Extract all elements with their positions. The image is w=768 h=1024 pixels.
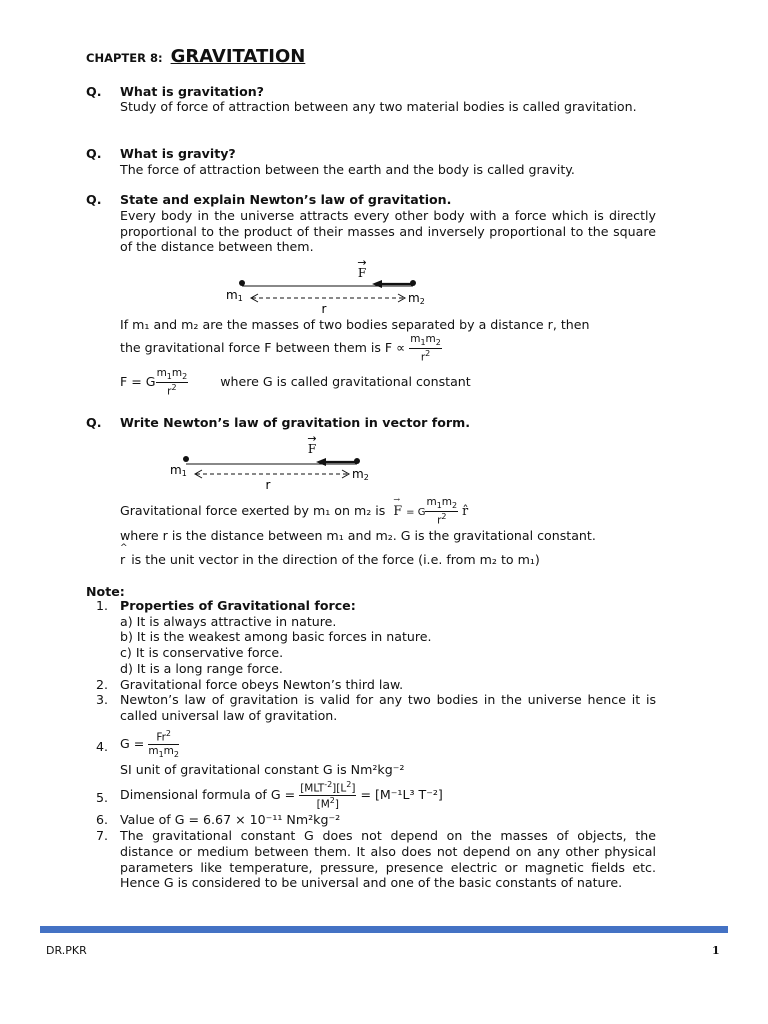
note-list (96, 598, 656, 891)
q4-line1-prefix: Gravitational force exerted by m₁ on m₂ is (120, 503, 386, 519)
q3-label: Q. (86, 192, 102, 207)
q1-answer: Study of force of attraction between any two material bodies is called gravitation. (120, 99, 637, 114)
force-label: F (357, 266, 367, 280)
q3-line2: the gravitational force F between them is F ∝ (120, 340, 406, 356)
m2-label-2: m2 (352, 467, 369, 482)
m1-label-2: m1 (170, 463, 187, 478)
q2-question: What is gravity? (120, 146, 236, 161)
unit-vector-symbol: r ^ (120, 543, 128, 567)
property-d: d) It is a long range force. (120, 660, 283, 676)
page-number: 1 (712, 944, 720, 957)
q1-question: What is gravitation? (120, 84, 264, 99)
gravitation-diagram-1 (220, 252, 440, 316)
vector-formula: F → = G $\frac{m_1m_2}{r^2}$ r̂ (393, 495, 469, 527)
q3-proportional-line (120, 334, 442, 363)
note-item-7: 7. The gravitational constant G does not depend on the masses of objects, the distance or medium between them. It also does not depend on any other physical parameters like temperature, pressure, presence electric or magnetic fields etc. Hence G is considered to be universal and one of the basic constants of nature. (96, 828, 656, 891)
force-label-2: F (307, 442, 317, 456)
note-item-2: 2. Gravitational force obeys Newton’s third law. (96, 676, 404, 692)
q2-label: Q. (86, 146, 102, 161)
note-title: Note: (86, 584, 125, 599)
note-item-1-sublist (96, 614, 656, 677)
q1-label: Q. (86, 84, 102, 99)
chapter-label: CHAPTER 8: (86, 51, 163, 65)
gravitation-diagram-2 (166, 428, 386, 492)
g-formula: G = $\frac{Fr^2}{m_1m_2}$ (120, 728, 179, 759)
m1-label: m1 (226, 288, 243, 303)
property-b: b) It is the weakest among basic forces in nature. (120, 629, 432, 645)
chapter-title: GRAVITATION (170, 46, 306, 67)
chapter-heading (86, 46, 305, 67)
footer-divider (40, 926, 728, 933)
note-item-5: 5. Dimensional formula of G = $\frac{[MLT^{-2}][L^2]}{[M^2]}$ = [M⁻¹L³ T⁻²] (96, 780, 443, 811)
q3-line3-prefix: F = G (120, 374, 156, 390)
note-item-3: 3. Newton’s law of gravitation is valid for any two bodies in the universe hence it is called universal law of gravitation. (96, 692, 656, 723)
formula-fraction: $\frac{m_1m_2}{r^2}$ (156, 367, 188, 398)
property-a: a) It is always attractive in nature. (120, 613, 337, 629)
r-label: r (321, 302, 327, 316)
note-item-6: 6. Value of G = 6.67 × 10⁻¹¹ Nm²kg⁻² (96, 812, 341, 828)
mass-1-dot (239, 280, 245, 286)
note-item-4: 4. G = $\frac{Fr^2}{m_1m_2}$ SI unit of gravitational constant G is Nm²kg⁻² (96, 730, 656, 778)
q3-line1: If m₁ and m₂ are the masses of two bodies separated by a distance r, then (120, 317, 590, 332)
r-label-2: r (265, 478, 271, 492)
footer-author: DR.PKR (46, 944, 87, 957)
m2-label: m2 (408, 291, 425, 306)
q3-question: State and explain Newton’s law of gravitation. (120, 192, 452, 207)
dimensional-fraction: $\frac{[MLT^{-2}][L^2]}{[M^2]}$ (300, 780, 356, 811)
q4-unit-vector-line (120, 543, 540, 567)
q3-line3-suffix: where G is called gravitational constant (220, 374, 471, 390)
force-vector-arrow-icon: → (357, 256, 367, 269)
si-unit: SI unit of gravitational constant G is Nm²kg⁻² (120, 761, 405, 777)
q3-formula-line (120, 368, 471, 397)
force-arrowhead-icon-2 (316, 458, 326, 466)
q4-label: Q. (86, 415, 102, 430)
q2-answer: The force of attraction between the earth and the body is called gravity. (120, 162, 575, 177)
property-c: c) It is conservative force. (120, 645, 284, 661)
force-arrowhead-icon (372, 280, 382, 288)
note-item-1: 1. Properties of Gravitational force: (96, 598, 356, 613)
q4-vector-line (120, 497, 468, 526)
q4-line2: where r is the distance between m₁ and m₂. G is the gravitational constant. (120, 528, 596, 543)
q3-answer: Every body in the universe attracts every other body with a force which is directly proportional to the product of their masses and inversely proportional to the square of the distance between them. (120, 208, 656, 255)
mass-1-dot-2 (183, 456, 189, 462)
proportional-fraction: $\frac{m_1m_2}{r^2}$ (410, 333, 441, 364)
q4-line3: is the unit vector in the direction of the force (i.e. from m₂ to m₁) (131, 552, 540, 567)
q4-question: Write Newton’s law of gravitation in vector form. (120, 415, 471, 430)
force-vector-arrow-icon-2: → (307, 432, 317, 445)
